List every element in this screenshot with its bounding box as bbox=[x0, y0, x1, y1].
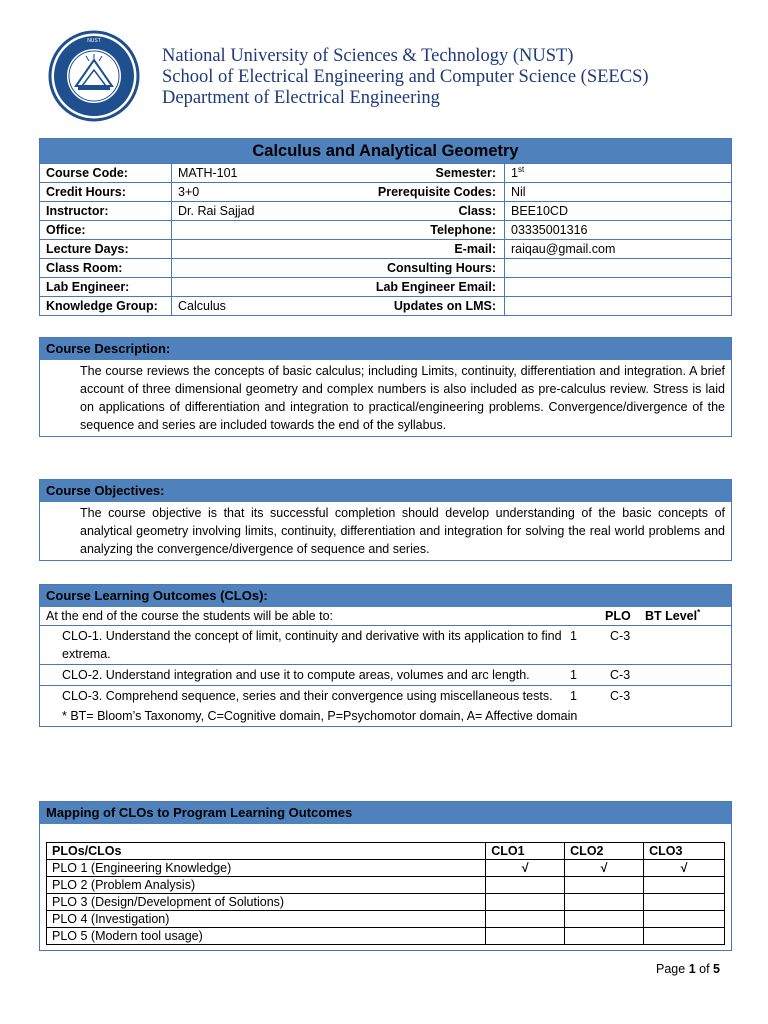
document-header bbox=[48, 30, 748, 120]
info-label: Lecture Days: bbox=[46, 242, 129, 256]
plo-label: PLO 1 (Engineering Knowledge) bbox=[47, 860, 486, 877]
course-info-row bbox=[40, 202, 731, 221]
info-label: Office: bbox=[46, 223, 86, 237]
mapping-check bbox=[565, 877, 644, 894]
course-info-row bbox=[40, 278, 731, 297]
university-name: National University of Sciences & Technology (NUST) bbox=[162, 46, 574, 66]
info-label: Course Code: bbox=[46, 166, 128, 180]
course-info-row bbox=[40, 297, 731, 315]
mapping-header-cell: CLO2 bbox=[565, 843, 644, 860]
clo-bt-level: C-3 bbox=[610, 629, 631, 643]
mapping-check bbox=[486, 894, 565, 911]
mapping-check bbox=[565, 911, 644, 928]
info-value bbox=[171, 259, 308, 277]
page-number: Page 1 of 5 bbox=[656, 962, 720, 976]
info-label: Prerequisite Codes: bbox=[377, 185, 496, 199]
course-title: Calculus and Analytical Geometry bbox=[40, 139, 731, 164]
clo-section bbox=[39, 584, 732, 727]
university-seal-icon bbox=[48, 30, 140, 122]
department-name: Department of Electrical Engineering bbox=[162, 88, 440, 108]
svg-text:NUST: NUST bbox=[87, 38, 101, 44]
mapping-header-row bbox=[47, 843, 725, 860]
info-value: Dr. Rai Sajjad bbox=[171, 202, 308, 220]
clo-col-plo: PLO bbox=[605, 609, 631, 623]
clo-plo: 1 bbox=[570, 629, 577, 643]
mapping-row bbox=[47, 928, 725, 945]
mapping-table bbox=[46, 842, 725, 945]
info-label: Lab Engineer Email: bbox=[375, 280, 496, 294]
course-info-row bbox=[40, 164, 731, 183]
info-label: Instructor: bbox=[46, 204, 109, 218]
mapping-header-cell: CLO3 bbox=[644, 843, 725, 860]
mapping-check bbox=[644, 911, 725, 928]
info-value bbox=[504, 278, 731, 296]
course-info-row bbox=[40, 183, 731, 202]
mapping-check bbox=[644, 928, 725, 945]
plo-label: PLO 3 (Design/Development of Solutions) bbox=[47, 894, 486, 911]
info-value bbox=[504, 259, 731, 277]
clo-text: CLO-1. Understand the concept of limit, continuity and derivative with its application to find extrema. bbox=[62, 629, 562, 661]
clo-plo-mapping-section bbox=[39, 801, 732, 951]
mapping-check bbox=[486, 911, 565, 928]
clo-bt-level: C-3 bbox=[610, 689, 631, 703]
course-info-row bbox=[40, 240, 731, 259]
plo-label: PLO 4 (Investigation) bbox=[47, 911, 486, 928]
clo-heading: Course Learning Outcomes (CLOs): bbox=[40, 585, 731, 607]
info-value: 03335001316 bbox=[504, 221, 731, 239]
info-label: Updates on LMS: bbox=[393, 299, 496, 313]
info-value bbox=[171, 278, 308, 296]
clo-bt-level: C-3 bbox=[610, 668, 631, 682]
info-value: Nil bbox=[504, 183, 731, 201]
info-value: Calculus bbox=[171, 297, 308, 315]
clo-intro: At the end of the course the students will be able to: bbox=[46, 609, 333, 623]
course-objectives-heading: Course Objectives: bbox=[40, 480, 731, 502]
mapping-row bbox=[47, 860, 725, 877]
course-objectives-text: The course objective is that its successful completion should develop understanding of the basic concepts of analytical geometry involving limits, continuity, differentiation and integration for solving the real world problems and analyzing the convergence/divergence of sequence and series. bbox=[80, 506, 725, 556]
course-description-heading: Course Description: bbox=[40, 338, 731, 360]
mapping-row bbox=[47, 877, 725, 894]
course-info-table bbox=[39, 138, 732, 316]
plo-label: PLO 5 (Modern tool usage) bbox=[47, 928, 486, 945]
mapping-heading: Mapping of CLOs to Program Learning Outcomes bbox=[40, 802, 731, 824]
info-value: 3+0 bbox=[171, 183, 308, 201]
info-value: MATH-101 bbox=[171, 164, 308, 182]
course-info-row bbox=[40, 221, 731, 240]
course-objectives-section bbox=[39, 479, 732, 561]
clo-row bbox=[40, 686, 731, 706]
mapping-check bbox=[486, 928, 565, 945]
course-description-text: The course reviews the concepts of basic calculus; including Limits, continuity, differentiation and integration. A brief account of three dimensional geometry and complex numbers is also included as pre-calculus review. Stress is laid on applications of differentiation and integration to practical/engineering problems. Convergence/divergence of the sequence and series are included towards the end of the syllabus. bbox=[80, 364, 725, 432]
info-value: BEE10CD bbox=[504, 202, 731, 220]
clo-text: CLO-3. Comprehend sequence, series and their convergence using miscellaneous tests. bbox=[62, 689, 553, 703]
info-label: Semester: bbox=[435, 166, 496, 180]
clo-row bbox=[40, 626, 731, 665]
mapping-row bbox=[47, 911, 725, 928]
clo-footnote: * BT= Bloom’s Taxonomy, C=Cognitive domain, P=Psychomotor domain, A= Affective domain bbox=[62, 709, 578, 723]
clo-footnote-row bbox=[40, 706, 731, 726]
info-label: Credit Hours: bbox=[46, 185, 126, 199]
clo-row bbox=[40, 665, 731, 686]
mapping-header-cell: CLO1 bbox=[486, 843, 565, 860]
mapping-check: √ bbox=[486, 860, 565, 877]
mapping-check bbox=[565, 894, 644, 911]
info-label: E-mail: bbox=[454, 242, 496, 256]
info-value bbox=[171, 240, 308, 258]
school-name: School of Electrical Engineering and Computer Science (SEECS) bbox=[162, 67, 649, 87]
info-label: Consulting Hours: bbox=[386, 261, 496, 275]
mapping-check bbox=[486, 877, 565, 894]
course-info-row bbox=[40, 259, 731, 278]
mapping-header-cell: PLOs/CLOs bbox=[47, 843, 486, 860]
course-description-section bbox=[39, 337, 732, 437]
mapping-check: √ bbox=[644, 860, 725, 877]
clo-plo: 1 bbox=[570, 668, 577, 682]
plo-label: PLO 2 (Problem Analysis) bbox=[47, 877, 486, 894]
mapping-check bbox=[644, 894, 725, 911]
info-label: Telephone: bbox=[430, 223, 496, 237]
mapping-check: √ bbox=[565, 860, 644, 877]
clo-table-header bbox=[40, 607, 731, 626]
info-value: raiqau@gmail.com bbox=[504, 240, 731, 258]
mapping-row bbox=[47, 894, 725, 911]
clo-plo: 1 bbox=[570, 689, 577, 703]
info-value: 1st bbox=[504, 164, 731, 182]
clo-col-bt: BT Level* bbox=[645, 607, 701, 623]
info-label: Class: bbox=[458, 204, 496, 218]
info-label: Knowledge Group: bbox=[46, 299, 158, 313]
info-label: Class Room: bbox=[46, 261, 123, 275]
info-label: Lab Engineer: bbox=[46, 280, 130, 294]
info-value bbox=[504, 297, 731, 315]
info-value bbox=[171, 221, 308, 239]
mapping-check bbox=[644, 877, 725, 894]
clo-text: CLO-2. Understand integration and use it to compute areas, volumes and arc length. bbox=[62, 668, 530, 682]
mapping-check bbox=[565, 928, 644, 945]
